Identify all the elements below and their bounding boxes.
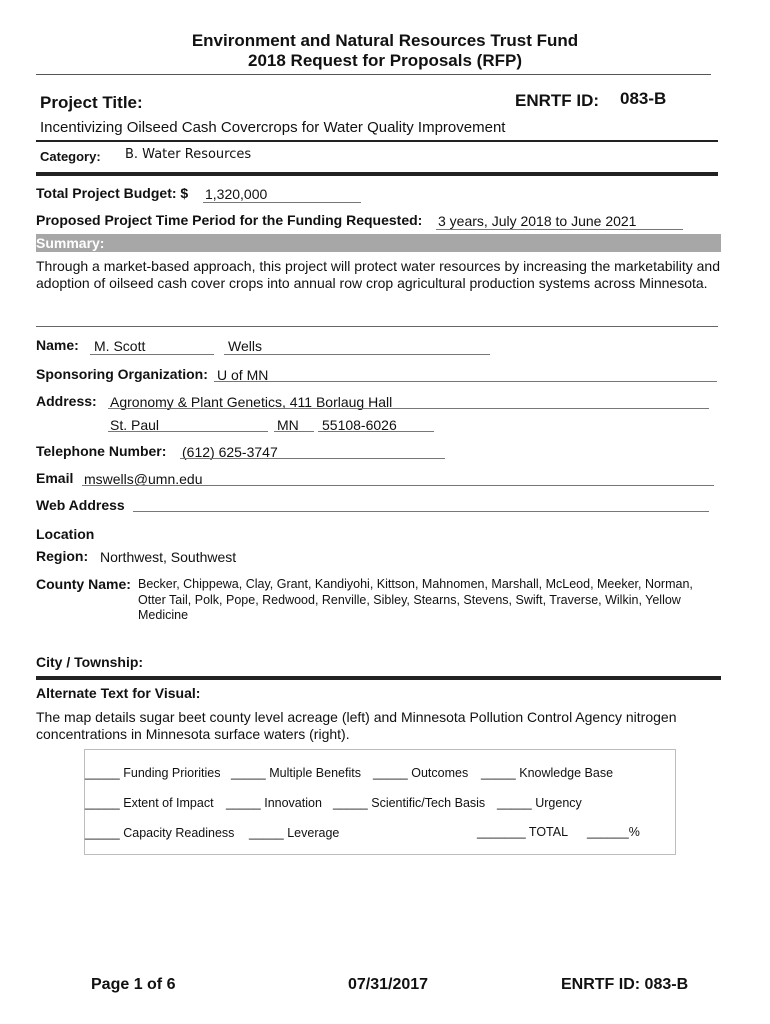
email-label: Email bbox=[36, 470, 74, 486]
category-value: B. Water Resources bbox=[125, 147, 252, 162]
criterion-innovation: _____ Innovation bbox=[226, 796, 322, 810]
phone-value: (612) 625-3747 bbox=[182, 444, 278, 460]
zip-underline bbox=[318, 431, 434, 432]
period-label: Proposed Project Time Period for the Funding Requested: bbox=[36, 212, 423, 228]
scoring-box bbox=[84, 749, 676, 855]
first-name-underline bbox=[90, 354, 214, 355]
location-rule bbox=[36, 676, 721, 680]
region-label: Region: bbox=[36, 548, 89, 564]
criterion-knowledge-base: _____ Knowledge Base bbox=[481, 766, 614, 780]
address-line1-underline bbox=[108, 408, 709, 409]
region-value: Northwest, Southwest bbox=[100, 549, 237, 565]
criterion-outcomes: _____ Outcomes bbox=[373, 766, 469, 780]
enrtf-id-value: 083-B bbox=[620, 89, 667, 108]
org-label: Sponsoring Organization: bbox=[36, 366, 208, 382]
category-label: Category: bbox=[40, 149, 101, 164]
city-township-label: City / Township: bbox=[36, 654, 144, 670]
footer-page-number: Page 1 of 6 bbox=[91, 976, 176, 993]
state-value: MN bbox=[277, 417, 299, 433]
footer-date: 07/31/2017 bbox=[348, 976, 429, 993]
visual-label: Alternate Text for Visual: bbox=[36, 685, 201, 701]
criterion-funding-priorities: _____ Funding Priorities bbox=[85, 766, 221, 780]
county-list: Becker, Chippewa, Clay, Grant, Kandiyohi, Kittson, Mahnomen, Marshall, McLeod, Meeker, Norman, Otter Tail, Polk, Pope, Redwood, Renville, Sibley, Stearns, Stevens, Swift, Traverse, Wilkin, Yellow Medicine bbox=[138, 577, 693, 622]
web-address-label: Web Address bbox=[36, 497, 125, 513]
last-name-underline bbox=[224, 354, 490, 355]
budget-value: 1,320,000 bbox=[205, 186, 268, 202]
criterion-extent-of-impact: _____ Extent of Impact bbox=[85, 796, 214, 810]
criterion-urgency: _____ Urgency bbox=[497, 796, 582, 810]
address-label: Address: bbox=[36, 393, 97, 409]
org-value: U of MN bbox=[217, 367, 269, 383]
email-value: mswells@umn.edu bbox=[84, 471, 203, 487]
phone-underline bbox=[180, 458, 445, 459]
category-rule bbox=[36, 172, 718, 176]
visual-text: The map details sugar beet county level acreage (left) and Minnesota Pollution Control Agency nitrogen concentrations in Minnesota surface waters (right). bbox=[36, 709, 677, 742]
criterion-multiple-benefits: _____ Multiple Benefits bbox=[231, 766, 361, 780]
footer-enrtf-id: ENRTF ID: 083-B bbox=[561, 976, 689, 993]
phone-label: Telephone Number: bbox=[36, 443, 167, 459]
summary-bar bbox=[36, 234, 721, 252]
enrtf-id-label: ENRTF ID: bbox=[515, 91, 600, 110]
address-line1-value: Agronomy & Plant Genetics, 411 Borlaug Hall bbox=[110, 394, 393, 410]
web-address-underline bbox=[133, 511, 709, 512]
name-label: Name: bbox=[36, 337, 79, 353]
first-name-value: M. Scott bbox=[94, 338, 146, 354]
criterion-leverage: _____ Leverage bbox=[249, 826, 340, 840]
budget-label: Total Project Budget: $ bbox=[36, 185, 189, 201]
title-rule bbox=[36, 140, 718, 142]
county-label: County Name: bbox=[36, 576, 131, 592]
org-underline bbox=[214, 381, 717, 382]
project-title-value: Incentivizing Oilseed Cash Covercrops for Water Quality Improvement bbox=[40, 119, 506, 136]
last-name-value: Wells bbox=[228, 338, 262, 354]
zip-value: 55108-6026 bbox=[322, 417, 397, 433]
summary-rule bbox=[36, 326, 718, 327]
criterion-total: _______ TOTAL bbox=[477, 825, 569, 839]
header-title: Environment and Natural Resources Trust Fund bbox=[191, 31, 579, 50]
project-title-label: Project Title: bbox=[40, 93, 143, 112]
state-underline bbox=[274, 431, 314, 432]
location-heading: Location bbox=[36, 526, 95, 542]
city-underline bbox=[108, 431, 268, 432]
header-rule bbox=[36, 74, 711, 75]
criterion-scientific-basis: _____ Scientific/Tech Basis bbox=[333, 796, 486, 810]
budget-underline bbox=[203, 202, 361, 203]
email-underline bbox=[82, 485, 714, 486]
period-underline bbox=[436, 229, 683, 230]
criterion-capacity-readiness: _____ Capacity Readiness bbox=[85, 826, 235, 840]
summary-text: Through a market-based approach, this project will protect water resources by increasing the marketability and adoption of oilseed cash cover crops into annual row crop agricultural production systems across Minnesota. bbox=[36, 258, 720, 291]
header-subtitle: 2018 Request for Proposals (RFP) bbox=[248, 51, 522, 70]
criterion-percent: ______% bbox=[587, 825, 640, 839]
period-value: 3 years, July 2018 to June 2021 bbox=[438, 213, 637, 229]
summary-label: Summary: bbox=[36, 235, 105, 251]
city-value: St. Paul bbox=[110, 417, 160, 433]
